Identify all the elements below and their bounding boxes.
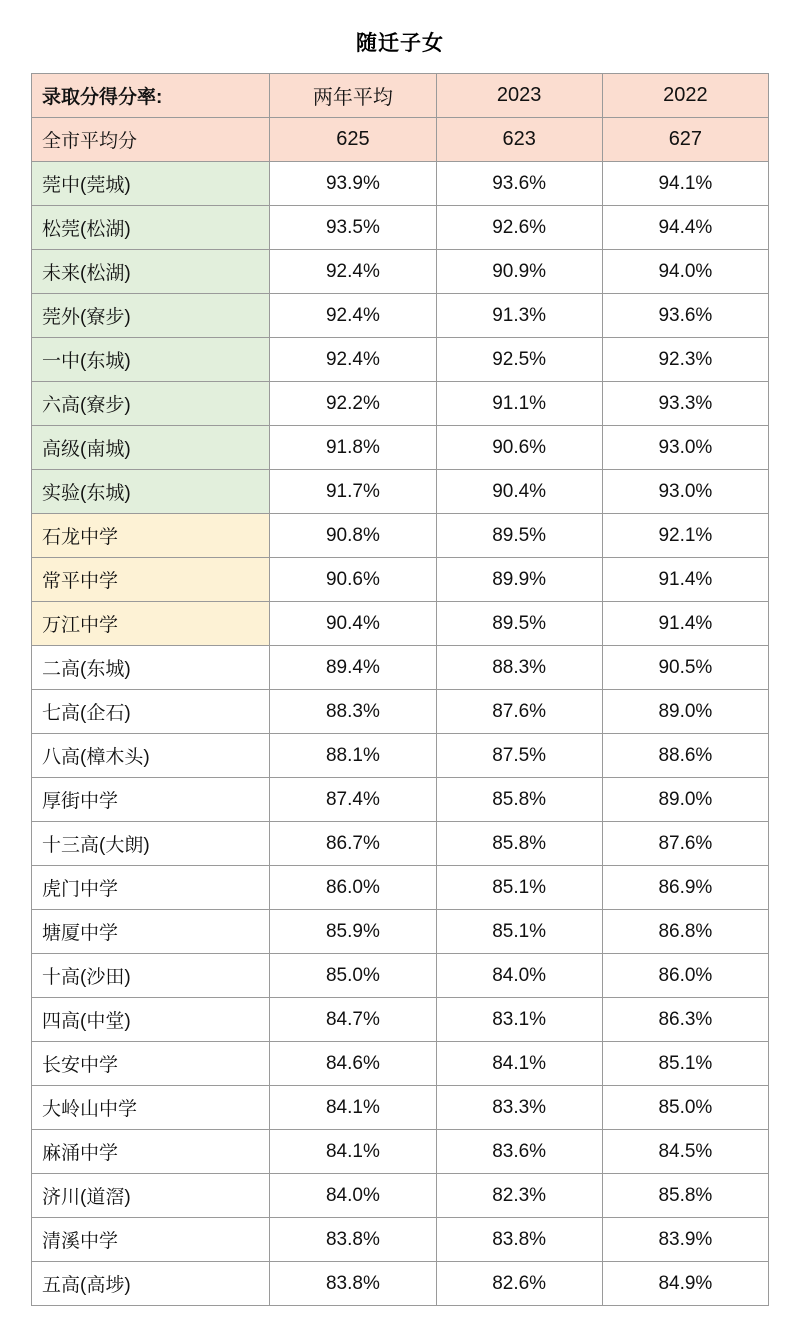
score-rate-2022: 90.5% bbox=[602, 646, 768, 690]
table-row bbox=[32, 1218, 769, 1262]
school-name-cell: 七高(企石) bbox=[32, 690, 270, 734]
score-rate-2022: 92.1% bbox=[602, 514, 768, 558]
score-rate-2022: 85.8% bbox=[602, 1174, 768, 1218]
scores-table bbox=[31, 73, 769, 1306]
score-rate-2022: 85.1% bbox=[602, 1042, 768, 1086]
score-rate-2023: 90.6% bbox=[436, 426, 602, 470]
column-header-2022: 2022 bbox=[602, 74, 768, 118]
score-rate-two-year-average: 92.2% bbox=[270, 382, 436, 426]
score-rate-2022: 87.6% bbox=[602, 822, 768, 866]
school-name-cell: 十三高(大朗) bbox=[32, 822, 270, 866]
school-name-cell: 济川(道滘) bbox=[32, 1174, 270, 1218]
score-rate-2022: 91.4% bbox=[602, 602, 768, 646]
table-row bbox=[32, 1262, 769, 1306]
score-rate-2022: 94.0% bbox=[602, 250, 768, 294]
score-rate-2023: 83.3% bbox=[436, 1086, 602, 1130]
score-rate-2022: 89.0% bbox=[602, 778, 768, 822]
school-name-cell: 莞外(寮步) bbox=[32, 294, 270, 338]
score-rate-2022: 94.1% bbox=[602, 162, 768, 206]
score-rate-two-year-average: 92.4% bbox=[270, 338, 436, 382]
score-rate-two-year-average: 91.8% bbox=[270, 426, 436, 470]
score-rate-2022: 93.0% bbox=[602, 470, 768, 514]
school-name-cell: 实验(东城) bbox=[32, 470, 270, 514]
table-row bbox=[32, 822, 769, 866]
score-rate-two-year-average: 86.7% bbox=[270, 822, 436, 866]
table-row bbox=[32, 1130, 769, 1174]
score-rate-2023: 84.1% bbox=[436, 1042, 602, 1086]
score-rate-2022: 88.6% bbox=[602, 734, 768, 778]
score-rate-2023: 85.1% bbox=[436, 866, 602, 910]
table-row bbox=[32, 1086, 769, 1130]
score-rate-two-year-average: 85.9% bbox=[270, 910, 436, 954]
score-rate-2023: 82.6% bbox=[436, 1262, 602, 1306]
score-rate-two-year-average: 84.0% bbox=[270, 1174, 436, 1218]
score-rate-two-year-average: 91.7% bbox=[270, 470, 436, 514]
school-name-cell: 未来(松湖) bbox=[32, 250, 270, 294]
score-rate-two-year-average: 92.4% bbox=[270, 250, 436, 294]
score-rate-2022: 86.9% bbox=[602, 866, 768, 910]
score-rate-2023: 88.3% bbox=[436, 646, 602, 690]
score-rate-two-year-average: 86.0% bbox=[270, 866, 436, 910]
score-rate-two-year-average: 93.9% bbox=[270, 162, 436, 206]
table-row bbox=[32, 910, 769, 954]
score-rate-2022: 84.5% bbox=[602, 1130, 768, 1174]
table-body bbox=[32, 74, 769, 1306]
score-rate-two-year-average: 89.4% bbox=[270, 646, 436, 690]
score-rate-two-year-average: 83.8% bbox=[270, 1262, 436, 1306]
score-rate-two-year-average: 88.3% bbox=[270, 690, 436, 734]
table-row bbox=[32, 778, 769, 822]
score-rate-2022: 91.4% bbox=[602, 558, 768, 602]
score-rate-2023: 92.6% bbox=[436, 206, 602, 250]
school-name-cell: 大岭山中学 bbox=[32, 1086, 270, 1130]
table-row bbox=[32, 1042, 769, 1086]
score-rate-2022: 84.9% bbox=[602, 1262, 768, 1306]
score-rate-2023: 89.5% bbox=[436, 602, 602, 646]
score-rate-2023: 90.9% bbox=[436, 250, 602, 294]
column-header-two-year-average: 两年平均 bbox=[270, 74, 436, 118]
score-rate-two-year-average: 84.1% bbox=[270, 1086, 436, 1130]
score-rate-two-year-average: 84.1% bbox=[270, 1130, 436, 1174]
table-row bbox=[32, 998, 769, 1042]
city-average-2023: 623 bbox=[436, 118, 602, 162]
table-row bbox=[32, 1174, 769, 1218]
score-rate-2023: 90.4% bbox=[436, 470, 602, 514]
score-rate-2022: 92.3% bbox=[602, 338, 768, 382]
column-header-2023: 2023 bbox=[436, 74, 602, 118]
score-rate-2023: 84.0% bbox=[436, 954, 602, 998]
table-row bbox=[32, 954, 769, 998]
score-rate-2023: 85.8% bbox=[436, 778, 602, 822]
table-row bbox=[32, 690, 769, 734]
score-rate-two-year-average: 84.6% bbox=[270, 1042, 436, 1086]
city-average-2022: 627 bbox=[602, 118, 768, 162]
table-row bbox=[32, 382, 769, 426]
score-rate-2023: 87.5% bbox=[436, 734, 602, 778]
table-row bbox=[32, 338, 769, 382]
page-title: 随迁子女 bbox=[356, 32, 444, 55]
score-rate-two-year-average: 90.4% bbox=[270, 602, 436, 646]
score-rate-2023: 89.9% bbox=[436, 558, 602, 602]
score-rate-2022: 86.3% bbox=[602, 998, 768, 1042]
school-name-cell: 厚街中学 bbox=[32, 778, 270, 822]
score-rate-two-year-average: 88.1% bbox=[270, 734, 436, 778]
city-average-two-year: 625 bbox=[270, 118, 436, 162]
score-rate-2023: 91.3% bbox=[436, 294, 602, 338]
school-name-cell: 清溪中学 bbox=[32, 1218, 270, 1262]
school-name-cell: 莞中(莞城) bbox=[32, 162, 270, 206]
score-rate-2023: 83.8% bbox=[436, 1218, 602, 1262]
score-rate-2022: 89.0% bbox=[602, 690, 768, 734]
score-rate-2022: 93.0% bbox=[602, 426, 768, 470]
school-name-cell: 长安中学 bbox=[32, 1042, 270, 1086]
school-name-cell: 高级(南城) bbox=[32, 426, 270, 470]
score-rate-2022: 93.6% bbox=[602, 294, 768, 338]
score-rate-2023: 85.1% bbox=[436, 910, 602, 954]
score-rate-2023: 92.5% bbox=[436, 338, 602, 382]
school-name-cell: 麻涌中学 bbox=[32, 1130, 270, 1174]
table-row bbox=[32, 646, 769, 690]
table-header-row bbox=[32, 74, 769, 118]
score-rate-2022: 86.8% bbox=[602, 910, 768, 954]
score-rate-two-year-average: 83.8% bbox=[270, 1218, 436, 1262]
city-average-row bbox=[32, 118, 769, 162]
school-name-cell: 塘厦中学 bbox=[32, 910, 270, 954]
school-name-cell: 一中(东城) bbox=[32, 338, 270, 382]
score-rate-two-year-average: 90.6% bbox=[270, 558, 436, 602]
table-row bbox=[32, 294, 769, 338]
score-rate-2023: 93.6% bbox=[436, 162, 602, 206]
score-rate-2023: 87.6% bbox=[436, 690, 602, 734]
school-name-cell: 虎门中学 bbox=[32, 866, 270, 910]
score-rate-2022: 94.4% bbox=[602, 206, 768, 250]
score-rate-2023: 89.5% bbox=[436, 514, 602, 558]
city-average-label: 全市平均分 bbox=[32, 118, 270, 162]
school-name-cell: 五高(高埗) bbox=[32, 1262, 270, 1306]
table-row bbox=[32, 250, 769, 294]
school-name-cell: 二高(东城) bbox=[32, 646, 270, 690]
school-name-cell: 六高(寮步) bbox=[32, 382, 270, 426]
column-header-metric: 录取分得分率: bbox=[32, 74, 270, 118]
score-rate-two-year-average: 87.4% bbox=[270, 778, 436, 822]
score-rate-2022: 86.0% bbox=[602, 954, 768, 998]
table-row bbox=[32, 206, 769, 250]
score-rate-two-year-average: 84.7% bbox=[270, 998, 436, 1042]
score-rate-2023: 83.6% bbox=[436, 1130, 602, 1174]
school-name-cell: 松莞(松湖) bbox=[32, 206, 270, 250]
score-rate-2022: 85.0% bbox=[602, 1086, 768, 1130]
school-name-cell: 八高(樟木头) bbox=[32, 734, 270, 778]
school-name-cell: 万江中学 bbox=[32, 602, 270, 646]
school-name-cell: 十高(沙田) bbox=[32, 954, 270, 998]
score-rate-two-year-average: 85.0% bbox=[270, 954, 436, 998]
school-name-cell: 石龙中学 bbox=[32, 514, 270, 558]
score-rate-two-year-average: 92.4% bbox=[270, 294, 436, 338]
score-rate-two-year-average: 93.5% bbox=[270, 206, 436, 250]
score-rate-2022: 83.9% bbox=[602, 1218, 768, 1262]
table-row bbox=[32, 734, 769, 778]
table-row bbox=[32, 514, 769, 558]
score-rate-2023: 85.8% bbox=[436, 822, 602, 866]
score-rate-2023: 83.1% bbox=[436, 998, 602, 1042]
table-row bbox=[32, 470, 769, 514]
score-rate-two-year-average: 90.8% bbox=[270, 514, 436, 558]
school-name-cell: 常平中学 bbox=[32, 558, 270, 602]
table-row bbox=[32, 558, 769, 602]
table-row bbox=[32, 602, 769, 646]
score-rate-2023: 91.1% bbox=[436, 382, 602, 426]
table-row bbox=[32, 426, 769, 470]
school-name-cell: 四高(中堂) bbox=[32, 998, 270, 1042]
table-row bbox=[32, 866, 769, 910]
score-rate-2022: 93.3% bbox=[602, 382, 768, 426]
score-rate-2023: 82.3% bbox=[436, 1174, 602, 1218]
table-row bbox=[32, 162, 769, 206]
